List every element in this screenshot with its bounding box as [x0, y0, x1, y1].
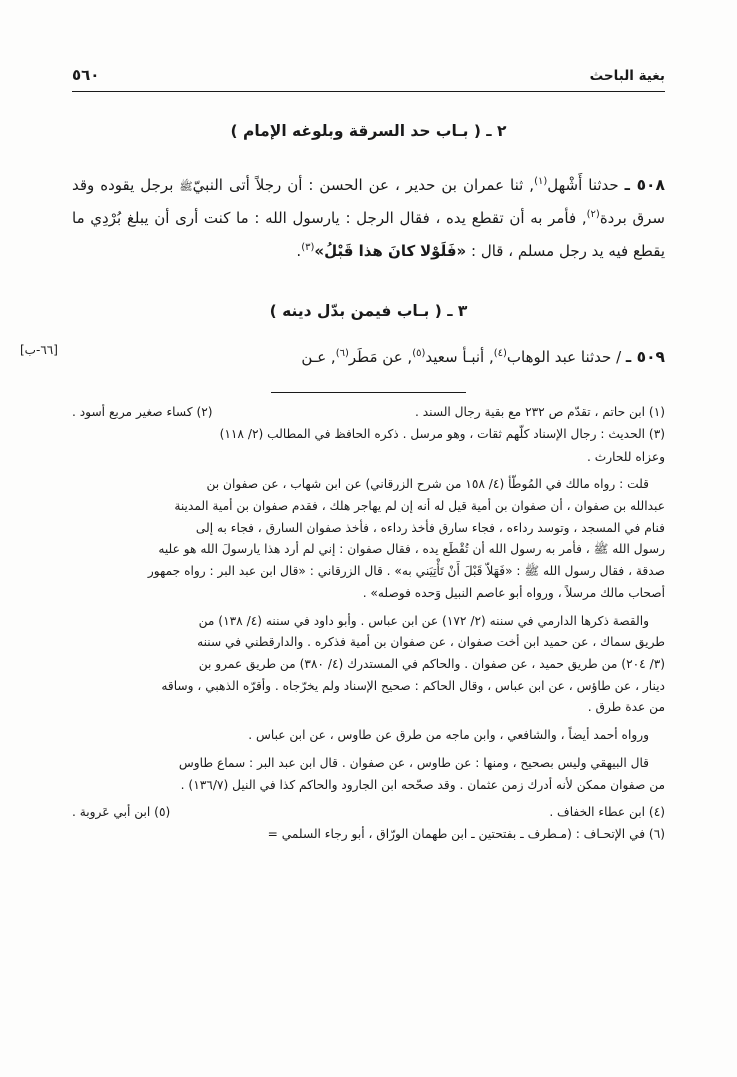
footnote-ref-1: (١): [534, 175, 548, 187]
footnote-1: (١) ابن حاتم ، تقدّم ص ٢٣٢ مع بقية رجال السند .: [415, 405, 665, 420]
chapter-3-heading: ٣ ـ ( بـاب فيمن بدّل دينه ): [269, 301, 468, 320]
footnote-block-qissa-line: طريق سماك ، عن حميد ابن أخت صفوان ، عن صفوان بن أمية فذكره . والدارقطني في سننه: [197, 635, 665, 650]
hadith-509-row: [20, 340, 665, 374]
footnote-block-rawah: [72, 725, 665, 747]
folio-marker: [٦٦-ب]: [20, 342, 58, 357]
footnote-3-line-2: وعزاه للحارث .: [587, 449, 665, 464]
chapter-2-heading: ٢ ـ ( بـاب حد السرقة وبلوغه الإمام ): [230, 122, 507, 140]
hadith-509-text2: , أنبـأ سعيد: [425, 347, 494, 366]
footnote-block-qultu: [72, 474, 665, 604]
main-body: [20, 118, 665, 374]
footnote-block-qissa-line: من عدة طرق .: [587, 700, 665, 715]
hadith-508-line3: يارسول الله : ما كنت أرى أن يبلغ بُرْدِي ما يقطع فيه يد رجل مسلم ، قال :: [72, 208, 665, 260]
footnote-ref-4: (٤): [493, 347, 507, 359]
footnote-row-1-2: [72, 402, 665, 424]
sallallahu-alayhi-wasallam-icon: ﷺ: [179, 179, 193, 193]
page-number: ٥٦٠: [72, 66, 100, 84]
header-divider: [72, 91, 665, 92]
footnote-block-rawah-line: ورواه أحمد أيضاً ، والشافعي ، وابن ماجه من طرق عن طاوس ، عن ابن عباس .: [248, 728, 649, 743]
footnote-block-qultu-line: عبدالله بن صفوان ، أن صفوان بن أمية قيل له أنه إن لم يهاجر هلك ، فقدم صفوان بن أمية المدينة: [174, 498, 665, 513]
hadith-509-paragraph: [72, 340, 665, 374]
footnote-block-qultu-line: صدقة ، فقال رسول الله ﷺ : «فَهَلاّ قَبْلَ أَنْ تَأْتِيَني به» . قال الزرقاني : «قال ابن عبد البر : رواه جمهور: [147, 564, 665, 579]
footnote-block-bayhaqi-line: قال البيهقي وليس بصحيح ، ومنها : عن طاوس ، عن صفوان . قال ابن عبد البر : سماع طاوس: [178, 755, 649, 770]
footnote-block-qissa-line: دينار ، عن طاؤس ، عن ابن عباس ، وقال الحاكم : صحيح الإسناد ولم يخرّجاه . وأقرّه الذهبي ، وساقه: [161, 678, 665, 693]
footnote-block-qultu-line: قلت : رواه مالك في المُوطّأ (٤/ ١٥٨ من شرح الزرقاني) عن ابن شهاب ، عن صفوان بن: [206, 477, 649, 492]
hadith-508-quote-open: «فَلَوْلا: [420, 241, 467, 260]
footnote-ref-6: (٦): [335, 347, 349, 359]
footnote-block-qultu-line: رسول الله ﷺ ، فأمر به رسول الله أن تُقْطَع يده ، فقال صفوان : إني لم أرد هذا يارسولَ الله هو عليه: [158, 542, 665, 557]
hadith-508-line2b: برجل يقوده وقد سرق بردة: [72, 175, 665, 227]
hadith-508-line4b: .: [296, 241, 302, 260]
hadith-508-line1: حدثنا أَشْهل: [547, 175, 619, 194]
book-title: بغية الباحث: [589, 68, 665, 84]
footnote-row-4-5: [72, 802, 665, 824]
hadith-508-line2c: , فأمر به أن تقطع يده ، فقال الرجل :: [345, 208, 587, 227]
hadith-508-line1b: , ثنا عمران بن حدير ، عن الحسن : أن رجلاً أتى: [228, 175, 535, 194]
footnote-block-qultu-line: فنام في المسجد ، وتوسد رداءه ، فجاء سارق فأخذ رداءه ، فأخذ صفوان السارق ، فجاء به إلى: [195, 520, 665, 535]
footnote-block-bayhaqi-line: من صفوان ممكن لأنه أدرك زمن عثمان . وقد صحّحه ابن الجارود والحاكم كذا في النيل (١٣٦/٧) .: [180, 777, 665, 792]
footnote-block-qissa-line: (٣/ ٢٠٤) من طريق حميد ، عن صفوان . والحاكم في المستدرك (٤/ ٣٨٠) من طريق عمرو بن: [198, 656, 665, 671]
hadith-509-text: / حدثنا عبد الوهاب: [506, 347, 622, 366]
footnote-ref-3: (٣): [301, 241, 315, 253]
footnote-5: (٥) ابن أبي عَروبة .: [72, 805, 171, 820]
hadith-508-line2: النبيّ: [192, 175, 223, 194]
hadith-509-text3: , عن مَطَر: [348, 347, 413, 366]
footnote-3-line-1: (٣) الحديث : رجال الإسناد كلّهم ثقات ، وهو مرسل . ذكره الحافظ في المطالب (٢/ ١١٨): [219, 426, 665, 441]
hadith-508-paragraph: [72, 168, 665, 268]
footnote-ref-5: (٥): [412, 347, 426, 359]
hadith-508-line4: كانَ هذا قَبْلُ»: [314, 241, 416, 260]
page-content: [20, 66, 665, 1017]
footnote-ref-2: (٢): [586, 208, 600, 220]
hadith-509-number: ٥٠٩ ـ: [625, 347, 665, 366]
footnote-6-line-1: (٦) في الإتحـاف : (مـطرف ـ بفتحتين ـ ابن طهمان الورّاق ، أبو رجاء السلمي =: [267, 827, 665, 842]
hadith-508-number: ٥٠٨ ـ: [624, 175, 665, 194]
footnote-2: (٢) كساء صغير مربع أسود .: [72, 405, 213, 420]
footnote-block-qultu-line: أصحاب مالك مرسلاً ، ورواه أبو عاصم النبيل وَحده فوصله» .: [362, 585, 665, 600]
hadith-509-text4: , عـن: [301, 347, 336, 366]
footnote-divider: [271, 392, 466, 393]
footnote-block-qissa-line: والقصة ذكرها الدارمي في سننه (٢/ ١٧٢) عن ابن عباس . وأبو داود في سننه (٤/ ١٣٨) من: [198, 613, 649, 628]
footnotes-section: [72, 402, 665, 846]
footnote-block-bayhaqi: [72, 753, 665, 796]
page-header: [72, 66, 665, 84]
footnote-block-qissa: [72, 611, 665, 720]
footnote-4: (٤) ابن عطاء الخفاف .: [549, 805, 665, 820]
